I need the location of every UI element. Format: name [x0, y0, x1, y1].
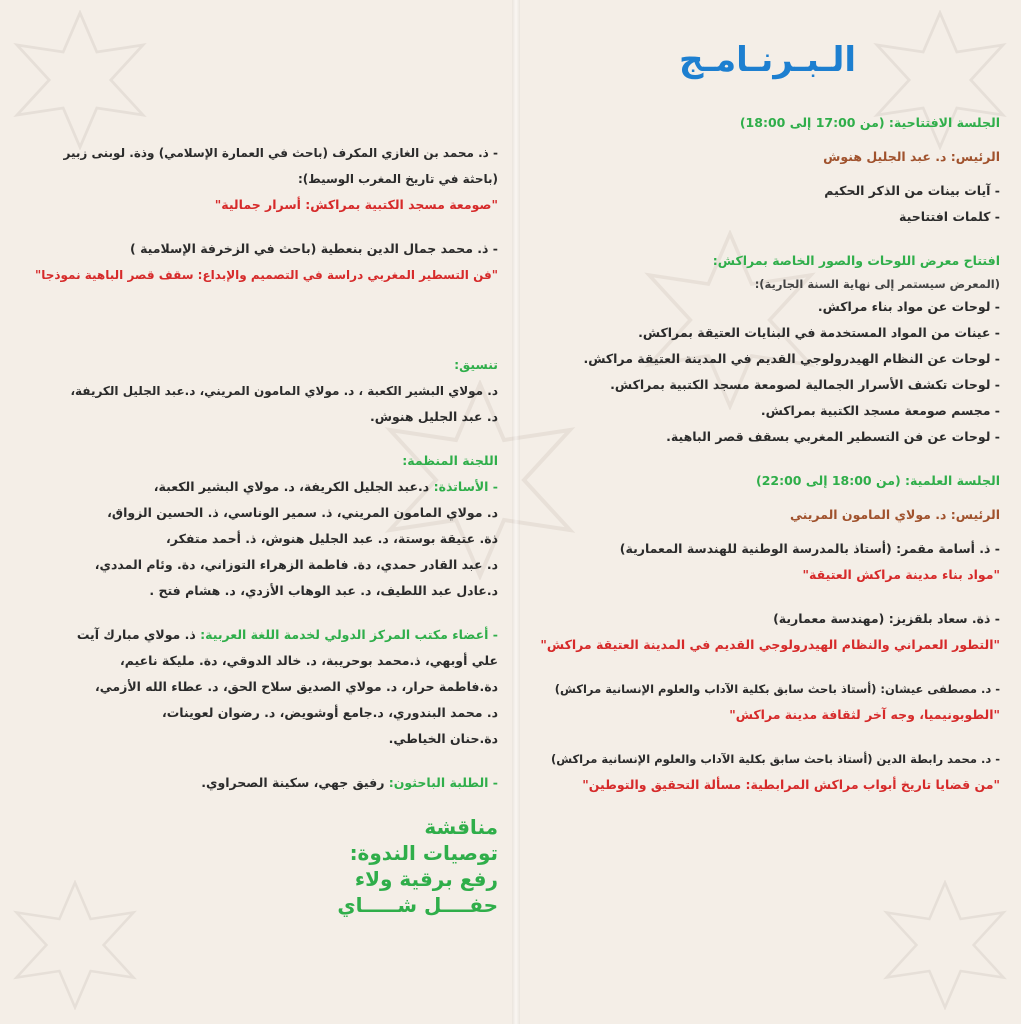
- closing-item: توصيات الندوة:: [349, 841, 498, 865]
- center-line: د. محمد البندوري، د.جامع أوشويض، د. رضوان لعوينات،: [162, 705, 498, 720]
- exhibition-item: - لوحات عن مواد بناء مراكش.: [817, 299, 1000, 314]
- committee-heading: اللجنة المنظمة:: [402, 453, 498, 468]
- opening-item: - كلمات افتتاحية: [899, 209, 1000, 224]
- committee-professors: [20, 474, 498, 500]
- committee-line: د.عادل عبد اللطيف، د. عبد الوهاب الأزدي، د. هشام فتح .: [149, 583, 498, 598]
- exhibition-item: - لوحات عن فن التسطير المغربي بسقف قصر الباهية.: [666, 429, 1000, 444]
- professors-label: - الأساتذة:: [433, 479, 498, 494]
- talk-speaker: - د. مصطفى عيشان: (أستاذ باحث سابق بكلية الآداب والعلوم الإنسانية مراكش): [554, 682, 1000, 696]
- talk-title: "مواد بناء مدينة مراكش العتيقة": [802, 567, 1000, 582]
- talk-speaker: - د. محمد رابطة الدين (أستاذ باحث سابق بكلية الآداب والعلوم الإنسانية مراكش): [550, 752, 1000, 766]
- talk-title: "الطوبونيميا، وجه آخر لثقافة مدينة مراكش": [729, 707, 1000, 722]
- talk-speaker: - ذ. أسامة مقمر: (أستاذ بالمدرسة الوطنية للهندسة المعمارية): [619, 541, 1000, 556]
- coordination-line: د. عبد الجليل هنوش.: [369, 409, 498, 424]
- exhibition-heading: افتتاح معرض اللوحات والصور الخاصة بمراكش:: [712, 253, 1000, 268]
- center-line: علي أوبهي، ذ.محمد بوحريبة، د. خالد الدوقي، دة. مليكة ناعيم،: [119, 653, 498, 668]
- exhibition-item: - عينات من المواد المستخدمة في البنايات العتيقة بمراكش.: [638, 325, 1000, 340]
- exhibition-item: - لوحات عن النظام الهيدرولوجي القديم في المدينة العتيقة مراكش.: [583, 351, 1000, 366]
- talk-title: "من قضايا تاريخ أبواب مراكش المرابطية: مسألة التحقيق والتوطين": [582, 777, 1000, 792]
- coordination-heading: تنسيق:: [454, 357, 498, 372]
- center-members: [20, 622, 498, 648]
- committee-line: د. مولاي المامون المريني، ذ. سمير الوناسي، ذ. الحسين الزواق،: [107, 505, 498, 520]
- scientific-heading: الجلسة العلمية: (من 18:00 إلى 22:00): [755, 473, 1000, 488]
- center-line: دة.حنان الخياطي.: [388, 731, 498, 746]
- closing-item: حفــــل شـــــاي: [337, 893, 498, 917]
- talk-speaker: - ذ. محمد جمال الدين بنعطية (باحث في الزخرفة الإسلامية ): [130, 241, 498, 256]
- closing-item: رفع برقية ولاء: [354, 867, 498, 891]
- center-line: دة.فاطمة حرار، د. مولاي الصديق سلاح الحق، د. عطاء الله الأزمي،: [94, 679, 498, 694]
- exhibition-item: - لوحات تكشف الأسرار الجمالية لصومعة مسجد الكتبية بمراكش.: [610, 377, 1000, 392]
- committee-line: د. عبد القادر حمدي، دة. فاطمة الزهراء التوزاني، دة. وئام المددي،: [94, 557, 498, 572]
- professors-first: د.عبد الجليل الكريفة، د. مولاي البشير الكعبة،: [153, 479, 434, 494]
- page-fold: [512, 0, 520, 1024]
- talk-title: "صومعة مسجد الكتبية بمراكش: أسرار جمالية": [214, 197, 498, 212]
- students-label: - الطلبة الباحثون:: [388, 775, 498, 790]
- details-panel: [20, 140, 498, 1000]
- center-label: - أعضاء مكتب المركز الدولي لخدمة اللغة العربية:: [200, 627, 498, 642]
- talk-speaker: - ذة. سعاد بلقزيز: (مهندسة معمارية): [773, 611, 1000, 626]
- exhibition-note: (المعرض سيستمر إلى نهاية السنة الجارية):: [754, 277, 1000, 291]
- coordination-line: د. مولاي البشير الكعبة ، د. مولاي المامون المريني، د.عبد الجليل الكريفة،: [70, 384, 498, 398]
- talk-title: "التطور العمراني والنظام الهيدرولوجي القديم في المدينة العتيقة مراكش": [540, 637, 1000, 652]
- star-ornament-icon: [10, 10, 150, 150]
- students: [20, 770, 498, 796]
- scientific-chair: الرئيس: د. مولاي المامون المريني: [789, 507, 1000, 522]
- talk-speaker-affiliation: (باحثة في تاريخ المغرب الوسيط):: [297, 172, 498, 186]
- program-title: الـبـرنـامـج: [678, 40, 857, 80]
- talk-speaker: - ذ. محمد بن الغازي المكرف (باحث في العمارة الإسلامي) وذة. لوبنى زبير: [63, 146, 498, 160]
- center-first: ذ. مولاي مبارك آيت: [76, 627, 201, 642]
- opening-heading: الجلسة الافتتاحية: (من 17:00 إلى 18:00): [739, 115, 1000, 130]
- students-names: رفيق جهي، سكينة الصحراوي.: [201, 775, 389, 790]
- committee-line: ذة. عتيقة بوستة، د. عبد الجليل هنوش، ذ. أحمد متفكر،: [166, 531, 498, 546]
- exhibition-item: - مجسم صومعة مسجد الكتبية بمراكش.: [760, 403, 1000, 418]
- opening-item: - آيات بينات من الذكر الحكيم: [824, 183, 1000, 198]
- opening-chair: الرئيس: د. عبد الجليل هنوش: [823, 149, 1000, 164]
- talk-title: "فن التسطير المغربي دراسة في التصميم والإبداع: سقف قصر الباهية نموذجا": [34, 268, 498, 282]
- program-panel: [525, 40, 1000, 1010]
- closing-item: مناقشة: [424, 815, 498, 839]
